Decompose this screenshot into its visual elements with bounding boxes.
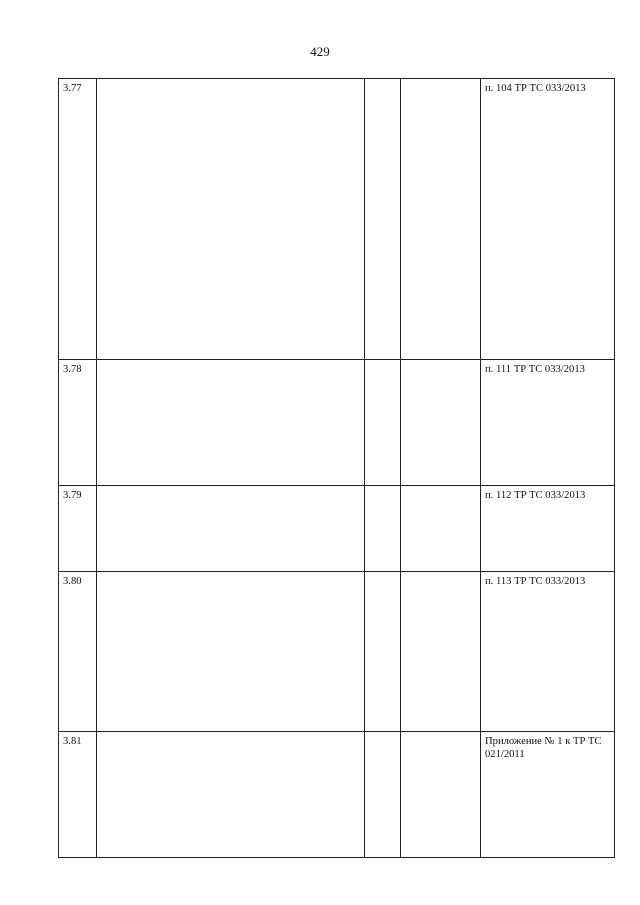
row-number: 3.79 — [59, 486, 97, 572]
row-number: 3.81 — [59, 732, 97, 858]
empty-cell — [365, 360, 401, 486]
table-row — [59, 486, 615, 572]
requirement-text — [97, 360, 365, 486]
empty-cell — [401, 486, 481, 572]
reference-text: п. 104 ТР ТС 033/2013 — [481, 79, 615, 360]
row-number: 3.80 — [59, 572, 97, 732]
empty-cell — [365, 572, 401, 732]
table-row — [59, 732, 615, 858]
requirements-table — [58, 78, 615, 858]
page-number: 429 — [310, 44, 330, 59]
empty-cell — [401, 79, 481, 360]
empty-cell — [401, 572, 481, 732]
table-row — [59, 360, 615, 486]
reference-text: Приложение № 1 к ТР ТС 021/2011 — [481, 732, 615, 858]
row-number: 3.78 — [59, 360, 97, 486]
requirement-text — [97, 572, 365, 732]
empty-cell — [365, 732, 401, 858]
empty-cell — [401, 732, 481, 858]
reference-text: п. 112 ТР ТС 033/2013 — [481, 486, 615, 572]
empty-cell — [365, 486, 401, 572]
empty-cell — [401, 360, 481, 486]
table-row — [59, 572, 615, 732]
requirement-text — [97, 486, 365, 572]
requirement-text — [97, 732, 365, 858]
empty-cell — [365, 79, 401, 360]
requirement-text — [97, 79, 365, 360]
reference-text: п. 113 ТР ТС 033/2013 — [481, 572, 615, 732]
reference-text: п. 111 ТР ТС 033/2013 — [481, 360, 615, 486]
row-number: 3.77 — [59, 79, 97, 360]
table-row — [59, 79, 615, 360]
